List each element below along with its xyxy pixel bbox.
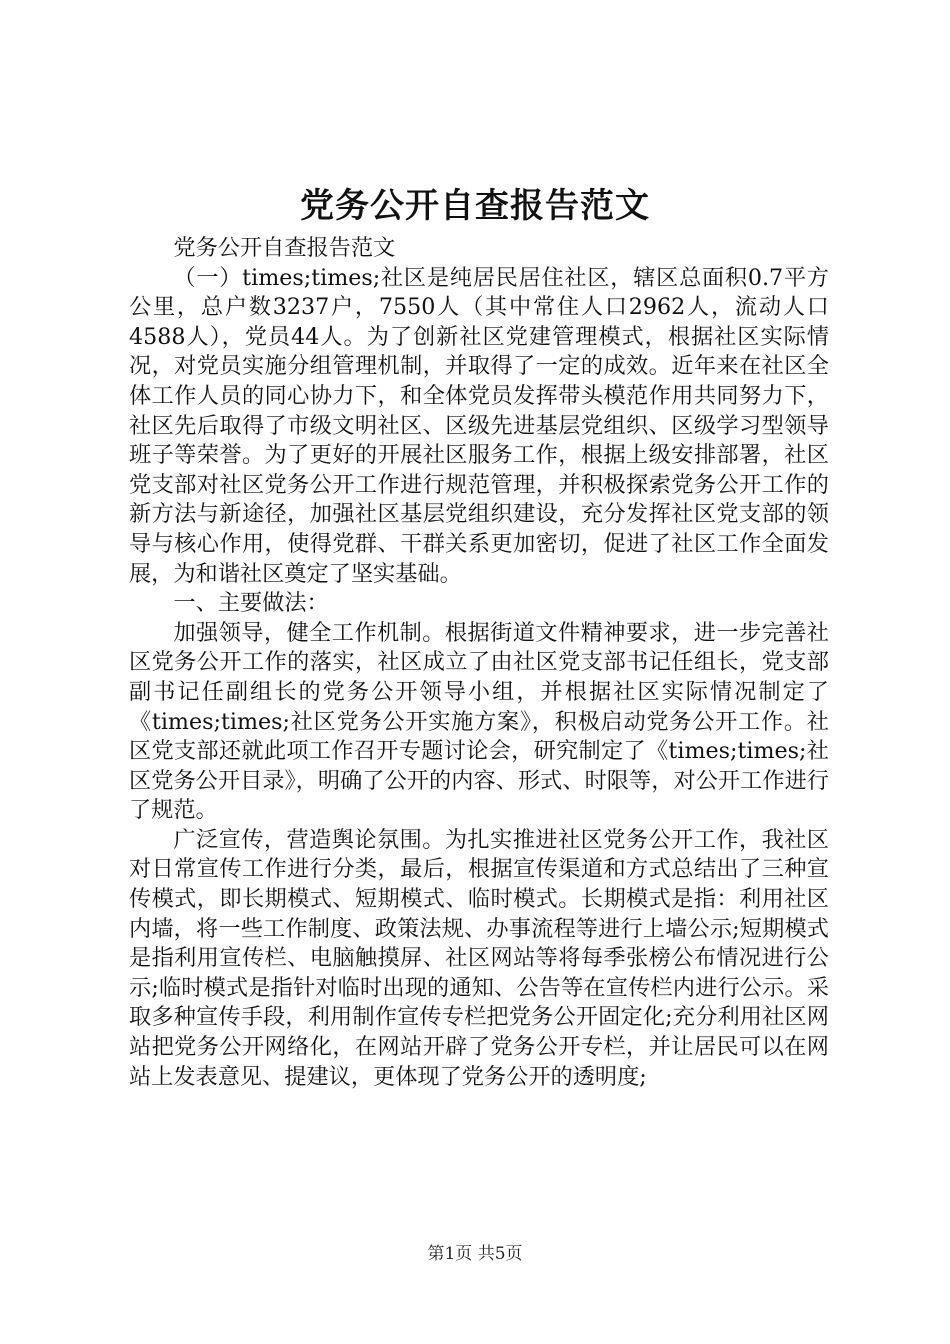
paragraph-overview: （一）times;times;社区是纯居民居住社区，辖区总面积0.7平方公里，总户数3237户，7550人（其中常住人口2962人，流动人口4588人），党员44人。为了创新社区党建管理模式，根据社区实际情况，对党员实施分组管理机制，并取得了一定的成效。近年来在社区全体工作人员的同心协力下，和全体党员发挥带头模范作用共同努力下，社区先后取得了市级文明社区、区级先进基层党组织、区级学习型领导班子等荣誉。为了更好的开展社区服务工作，根据上级安排部署，社区党支部对社区党务公开工作进行规范管理，并积极探索党务公开工作的新方法与新途径，加强社区基层党组织建设，充分发挥社区党支部的领导与核心作用，使得党群、干群关系更加密切，促进了社区工作全面发展，为和谐社区奠定了坚实基础。 xyxy=(129,264,829,587)
document-title: 党务公开自查报告范文 xyxy=(300,186,650,226)
section-heading-main-practices: 一、主要做法： xyxy=(173,590,329,617)
document-body xyxy=(129,234,829,1092)
paragraph-publicity: 广泛宣传，营造舆论氛围。为扎实推进社区党务公开工作，我社区对日常宣传工作进行分类，最后，根据宣传渠道和方式总结出了三种宣传模式，即长期模式、短期模式、临时模式。长期模式是指：利用社区内墙，将一些工作制度、政策法规、办事流程等进行上墙公示;短期模式是指利用宣传栏、电脑触摸屏、社区网站等将每季张榜公布情况进行公示;临时模式是指针对临时出现的通知、公告等在宣传栏内进行公示。采取多种宣传手段，利用制作宣传专栏把党务公开固定化;充分利用社区网站把党务公开网络化，在网站开辟了党务公开专栏，并让居民可以在网站上发表意见、提建议，更体现了党务公开的透明度; xyxy=(129,826,829,1090)
paragraph-subtitle: 党务公开自查报告范文 xyxy=(173,235,396,261)
page-footer: 第1页 共5页 xyxy=(427,1244,523,1264)
paragraph-leadership: 加强领导，健全工作机制。根据街道文件精神要求，进一步完善社区党务公开工作的落实，社区成立了由社区党支部书记任组长，党支部副书记任副组长的党务公开领导小组，并根据社区实际情况制定了《times;times;社区党务公开实施方案》，积极启动党务公开工作。社区党支部还就此项工作召开专题讨论会，研究制定了《times;times;社区党务公开目录》，明确了公开的内容、形式、时限等，对公开工作进行了规范。 xyxy=(129,619,829,824)
